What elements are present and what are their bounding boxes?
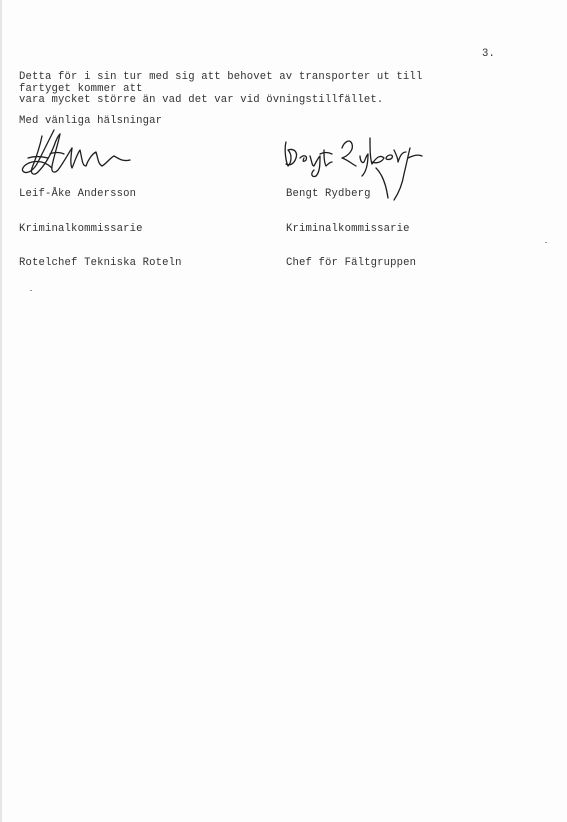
body-line: vara mycket större än vad det var vid övningstillfället.	[19, 94, 384, 106]
signer-role: Chef för Fältgruppen	[286, 257, 417, 269]
signer-title: Kriminalkommissarie	[286, 222, 410, 235]
body-line: Detta för i sin tur med sig att behovet av transporter ut till	[19, 71, 423, 83]
signer-title: Kriminalkommissarie	[19, 222, 143, 235]
signer-name: Bengt Rydberg	[286, 188, 371, 200]
page-number: 3.	[482, 48, 496, 60]
signer-role: Rotelchef Tekniska Roteln	[19, 257, 182, 269]
scan-edge-shadow	[0, 0, 2, 822]
scan-speck	[545, 242, 547, 243]
signer-block-left	[19, 166, 182, 293]
scan-speck	[30, 290, 32, 291]
signer-name: Leif-Åke Andersson	[19, 188, 137, 200]
body-line: fartyget kommer att	[19, 82, 143, 95]
closing-greeting: Med vänliga hälsningar	[19, 115, 163, 127]
signer-block-right	[286, 166, 416, 293]
body-paragraph	[19, 72, 422, 107]
